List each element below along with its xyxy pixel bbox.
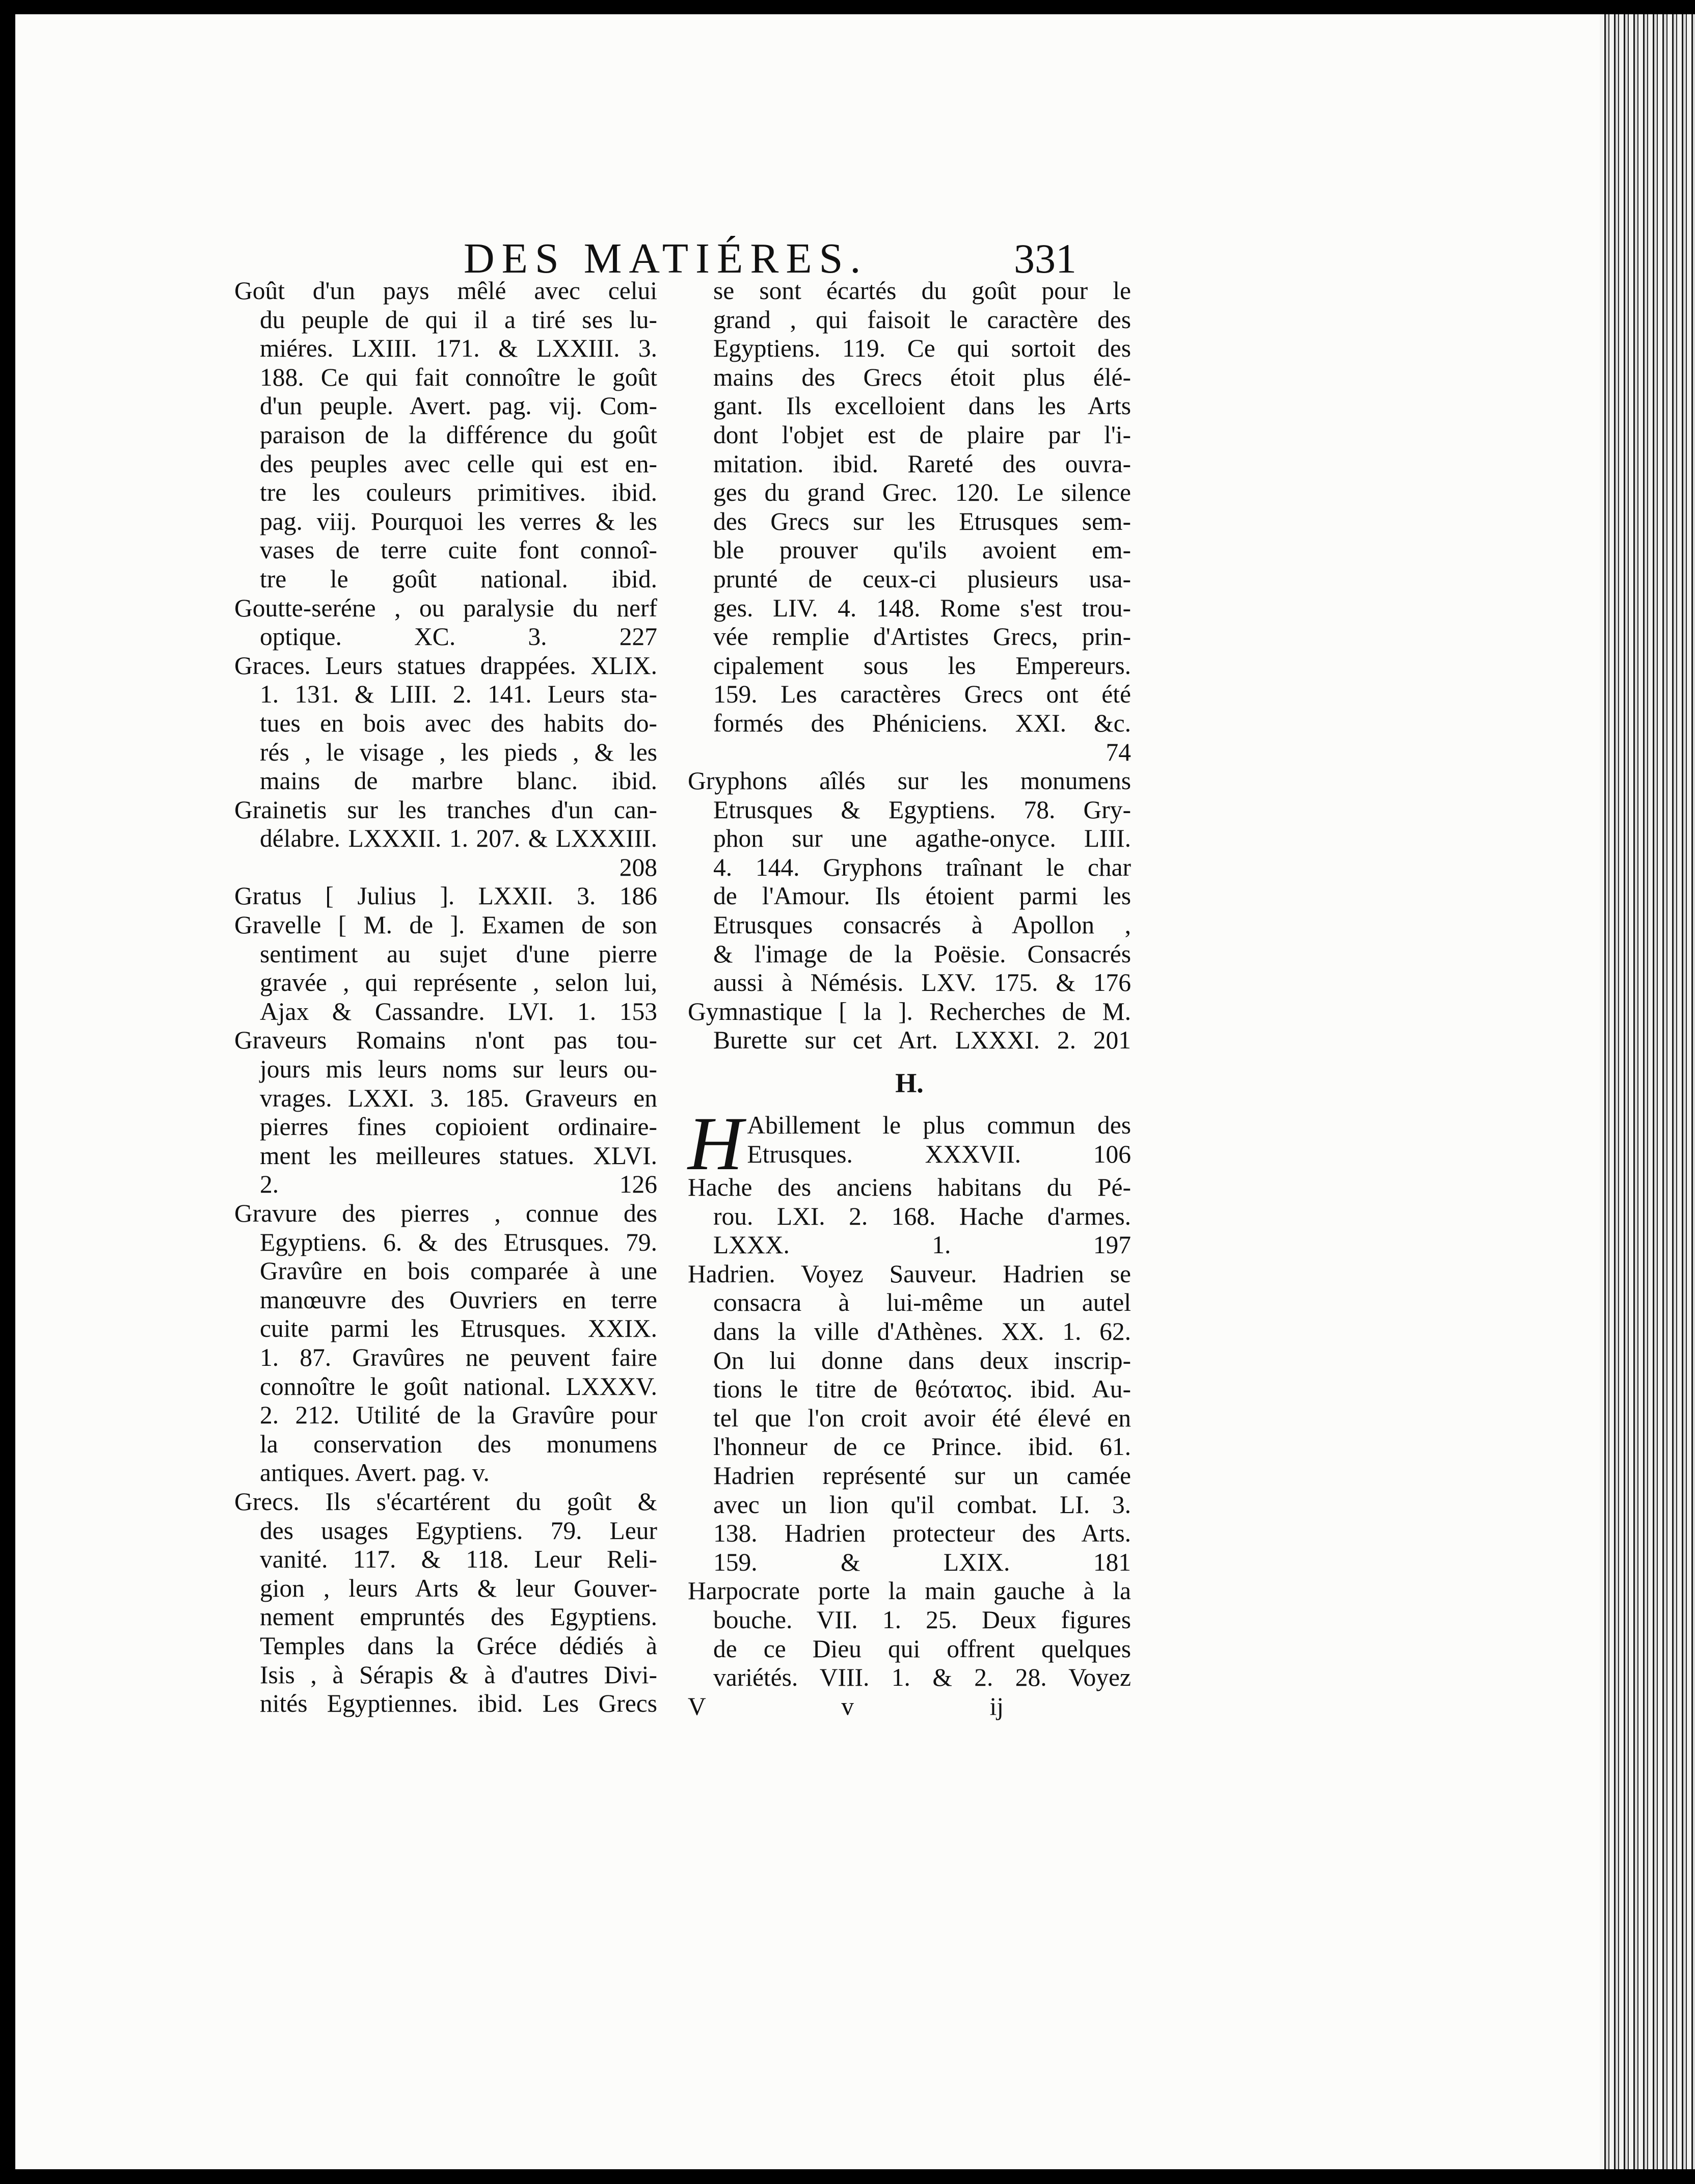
index-line: formés des Phéniciens. XXI. &c. <box>713 709 1131 737</box>
index-line: mains de marbre blanc. ibid. <box>260 767 657 795</box>
index-line: jours mis leurs noms sur leurs ou- <box>260 1055 657 1084</box>
index-line: 2. 126 <box>260 1170 657 1199</box>
index-line: Isis , à Sérapis & à d'autres Divi- <box>260 1660 657 1689</box>
index-line: bouche. VII. 1. 25. Deux figures <box>713 1605 1131 1634</box>
index-line: délabre. LXXXII. 1. 207. & LXXXIII. <box>260 824 657 853</box>
index-line: & l'image de la Poësie. Consacrés <box>713 939 1131 968</box>
index-line: des peuples avec celle qui est en- <box>260 449 657 478</box>
index-line: 138. Hadrien protecteur des Arts. <box>713 1519 1131 1548</box>
index-line: antiques. Avert. pag. v. <box>260 1459 490 1487</box>
index-line: Ajax & Cassandre. LVI. 1. 153 <box>260 997 657 1026</box>
drop-cap-block <box>688 1101 1131 1187</box>
index-entry-start: Graces. Leurs statues drappées. XLIX. <box>234 651 657 680</box>
index-line: Egyptiens. 119. Ce qui sortoit des <box>713 334 1131 363</box>
index-line: Abillement le plus commun des <box>747 1111 1131 1140</box>
index-line: Gravûre en bois comparée à une <box>260 1257 657 1285</box>
index-line: tre le goût national. ibid. <box>260 564 657 593</box>
index-entry-start: Grainetis sur les tranches d'un can- <box>234 795 657 824</box>
index-line: ment les meilleures statues. XLVI. <box>260 1141 657 1170</box>
catchword: V v ij <box>688 1692 1004 1720</box>
index-line: l'honneur de ce Prince. ibid. 61. <box>713 1433 1131 1461</box>
index-line: consacra à lui-même un autel <box>713 1288 1131 1317</box>
index-line: mitation. ibid. Rareté des ouvra- <box>713 449 1131 478</box>
index-line: avec un lion qu'il combat. LI. 3. <box>713 1490 1131 1519</box>
index-line: Egyptiens. 6. & des Etrusques. 79. <box>260 1228 657 1256</box>
index-line: optique. XC. 3. 227 <box>260 623 657 651</box>
section-heading: H. <box>895 1068 924 1099</box>
index-line: se sont écartés du goût pour le <box>713 277 1131 305</box>
index-page-ref: 74 <box>1106 738 1131 766</box>
index-line: des usages Egyptiens. 79. Leur <box>260 1516 657 1545</box>
index-line: aussi à Némésis. LXV. 175. & 176 <box>713 968 1131 997</box>
index-line: grand , qui faisoit le caractère des <box>713 305 1131 334</box>
index-line: cuite parmi les Etrusques. XXIX. <box>260 1314 657 1343</box>
index-entry-start: Gravure des pierres , connue des <box>234 1199 657 1227</box>
left-column <box>234 277 657 1718</box>
index-line: pag. viij. Pourquoi les verres & les <box>260 507 657 535</box>
index-line: prunté de ceux-ci plusieurs usa- <box>713 564 1131 593</box>
index-line: dans la ville d'Athènes. XX. 1. 62. <box>713 1317 1131 1345</box>
index-line: 159. & LXIX. 181 <box>713 1548 1131 1576</box>
index-line: tues en bois avec des habits do- <box>260 709 657 737</box>
index-line: des Grecs sur les Etrusques sem- <box>713 507 1131 535</box>
index-line: gant. Ils excelloient dans les Arts <box>713 392 1131 420</box>
index-entry-start: Gravelle [ M. de ]. Examen de son <box>234 911 657 939</box>
index-line: nités Egyptiennes. ibid. Les Grecs <box>260 1689 657 1718</box>
index-entry-start: Hadrien. Voyez Sauveur. Hadrien se <box>688 1259 1131 1288</box>
index-line: 188. Ce qui fait connoître le goût <box>260 363 657 391</box>
index-line: rou. LXI. 2. 168. Hache d'armes. <box>713 1202 1131 1230</box>
index-line: paraison de la différence du goût <box>260 420 657 449</box>
index-line: tel que l'on croit avoir été élevé en <box>713 1404 1131 1432</box>
index-line: phon sur une agathe-onyce. LIII. <box>713 824 1131 853</box>
index-line: miéres. LXIII. 171. & LXXIII. 3. <box>260 334 657 363</box>
index-line: tions le titre de θεότατος. ibid. Au- <box>713 1375 1131 1404</box>
index-entry-start: Grecs. Ils s'écartérent du goût & <box>234 1487 657 1516</box>
index-entry-start: Gymnastique [ la ]. Recherches de M. <box>688 997 1131 1026</box>
book-page <box>15 14 1600 2169</box>
index-entry-start: Harpocrate porte la main gauche à la <box>688 1577 1131 1605</box>
index-line: sentiment au sujet d'une pierre <box>260 939 657 968</box>
index-line: On lui donne dans deux inscrip- <box>713 1346 1131 1374</box>
index-line: nement empruntés des Egyptiens. <box>260 1603 657 1631</box>
index-line: manœuvre des Ouvriers en terre <box>260 1285 657 1314</box>
index-line: vrages. LXXI. 3. 185. Graveurs en <box>260 1084 657 1112</box>
index-line: la conservation des monumens <box>260 1430 657 1458</box>
index-line: cipalement sous les Empereurs. <box>713 651 1131 680</box>
index-line: ges. LIV. 4. 148. Rome s'est trou- <box>713 594 1131 622</box>
index-entry-start: Graveurs Romains n'ont pas tou- <box>234 1026 657 1055</box>
running-head-title: DES MATIÉRES. <box>464 235 868 282</box>
index-line: mains des Grecs étoit plus élé- <box>713 363 1131 391</box>
index-entry-start: Goutte-seréne , ou paralysie du nerf <box>234 594 657 622</box>
index-line: Etrusques consacrés à Apollon , <box>713 911 1131 939</box>
drop-cap: H <box>688 1101 743 1187</box>
index-line: 159. Les caractères Grecs ont été <box>713 680 1131 709</box>
index-line: de l'Amour. Ils étoient parmi les <box>713 882 1131 910</box>
index-line: de ce Dieu qui offrent quelques <box>713 1634 1131 1663</box>
index-line: Goût d'un pays mêlé avec celui <box>234 277 657 305</box>
index-line: d'un peuple. Avert. pag. vij. Com- <box>260 392 657 420</box>
index-line: Etrusques & Egyptiens. 78. Gry- <box>713 795 1131 824</box>
index-line: variétés. VIII. 1. & 2. 28. Voyez <box>713 1663 1131 1692</box>
index-entry-start: Gryphons aîlés sur les monumens <box>688 767 1131 795</box>
index-line: Hadrien représenté sur un camée <box>713 1461 1131 1490</box>
index-line: du peuple de qui il a tiré ses lu- <box>260 305 657 334</box>
index-line: connoître le goût national. LXXXV. <box>260 1372 657 1400</box>
index-line: gion , leurs Arts & leur Gouver- <box>260 1574 657 1602</box>
index-line: vée remplie d'Artistes Grecs, prin- <box>713 623 1131 651</box>
index-line: Burette sur cet Art. LXXXI. 2. 201 <box>713 1026 1131 1055</box>
index-line: 4. 144. Gryphons traînant le char <box>713 853 1131 881</box>
index-line: Etrusques. XXXVII. 106 <box>747 1140 1131 1168</box>
index-line: rés , le visage , les pieds , & les <box>260 738 657 766</box>
index-page-ref: 208 <box>619 853 657 881</box>
index-line: dont l'objet est de plaire par l'i- <box>713 420 1131 449</box>
index-line: ges du grand Grec. 120. Le silence <box>713 478 1131 507</box>
index-entry-start: Gratus [ Julius ]. LXXII. 3. 186 <box>234 882 657 910</box>
right-column <box>688 277 1131 1721</box>
index-line: 1. 87. Gravûres ne peuvent faire <box>260 1343 657 1371</box>
index-line: 2. 212. Utilité de la Gravûre pour <box>260 1401 657 1430</box>
index-line: vanité. 117. & 118. Leur Reli- <box>260 1545 657 1574</box>
index-entry-start: Hache des anciens habitans du Pé- <box>688 1173 1131 1202</box>
index-line: gravée , qui représente , selon lui, <box>260 968 657 997</box>
index-line: tre les couleurs primitives. ibid. <box>260 478 657 507</box>
index-line: 1. 131. & LIII. 2. 141. Leurs sta- <box>260 680 657 709</box>
index-line: vases de terre cuite font connoî- <box>260 536 657 564</box>
index-line: LXXX. 1. 197 <box>713 1231 1131 1259</box>
index-line: ble prouver qu'ils avoient em- <box>713 536 1131 564</box>
index-line: pierres fines copioient ordinaire- <box>260 1113 657 1141</box>
index-line: Temples dans la Gréce dédiés à <box>260 1631 657 1660</box>
page-number: 331 <box>1014 235 1077 282</box>
page-edge-stack <box>1600 14 1695 2169</box>
